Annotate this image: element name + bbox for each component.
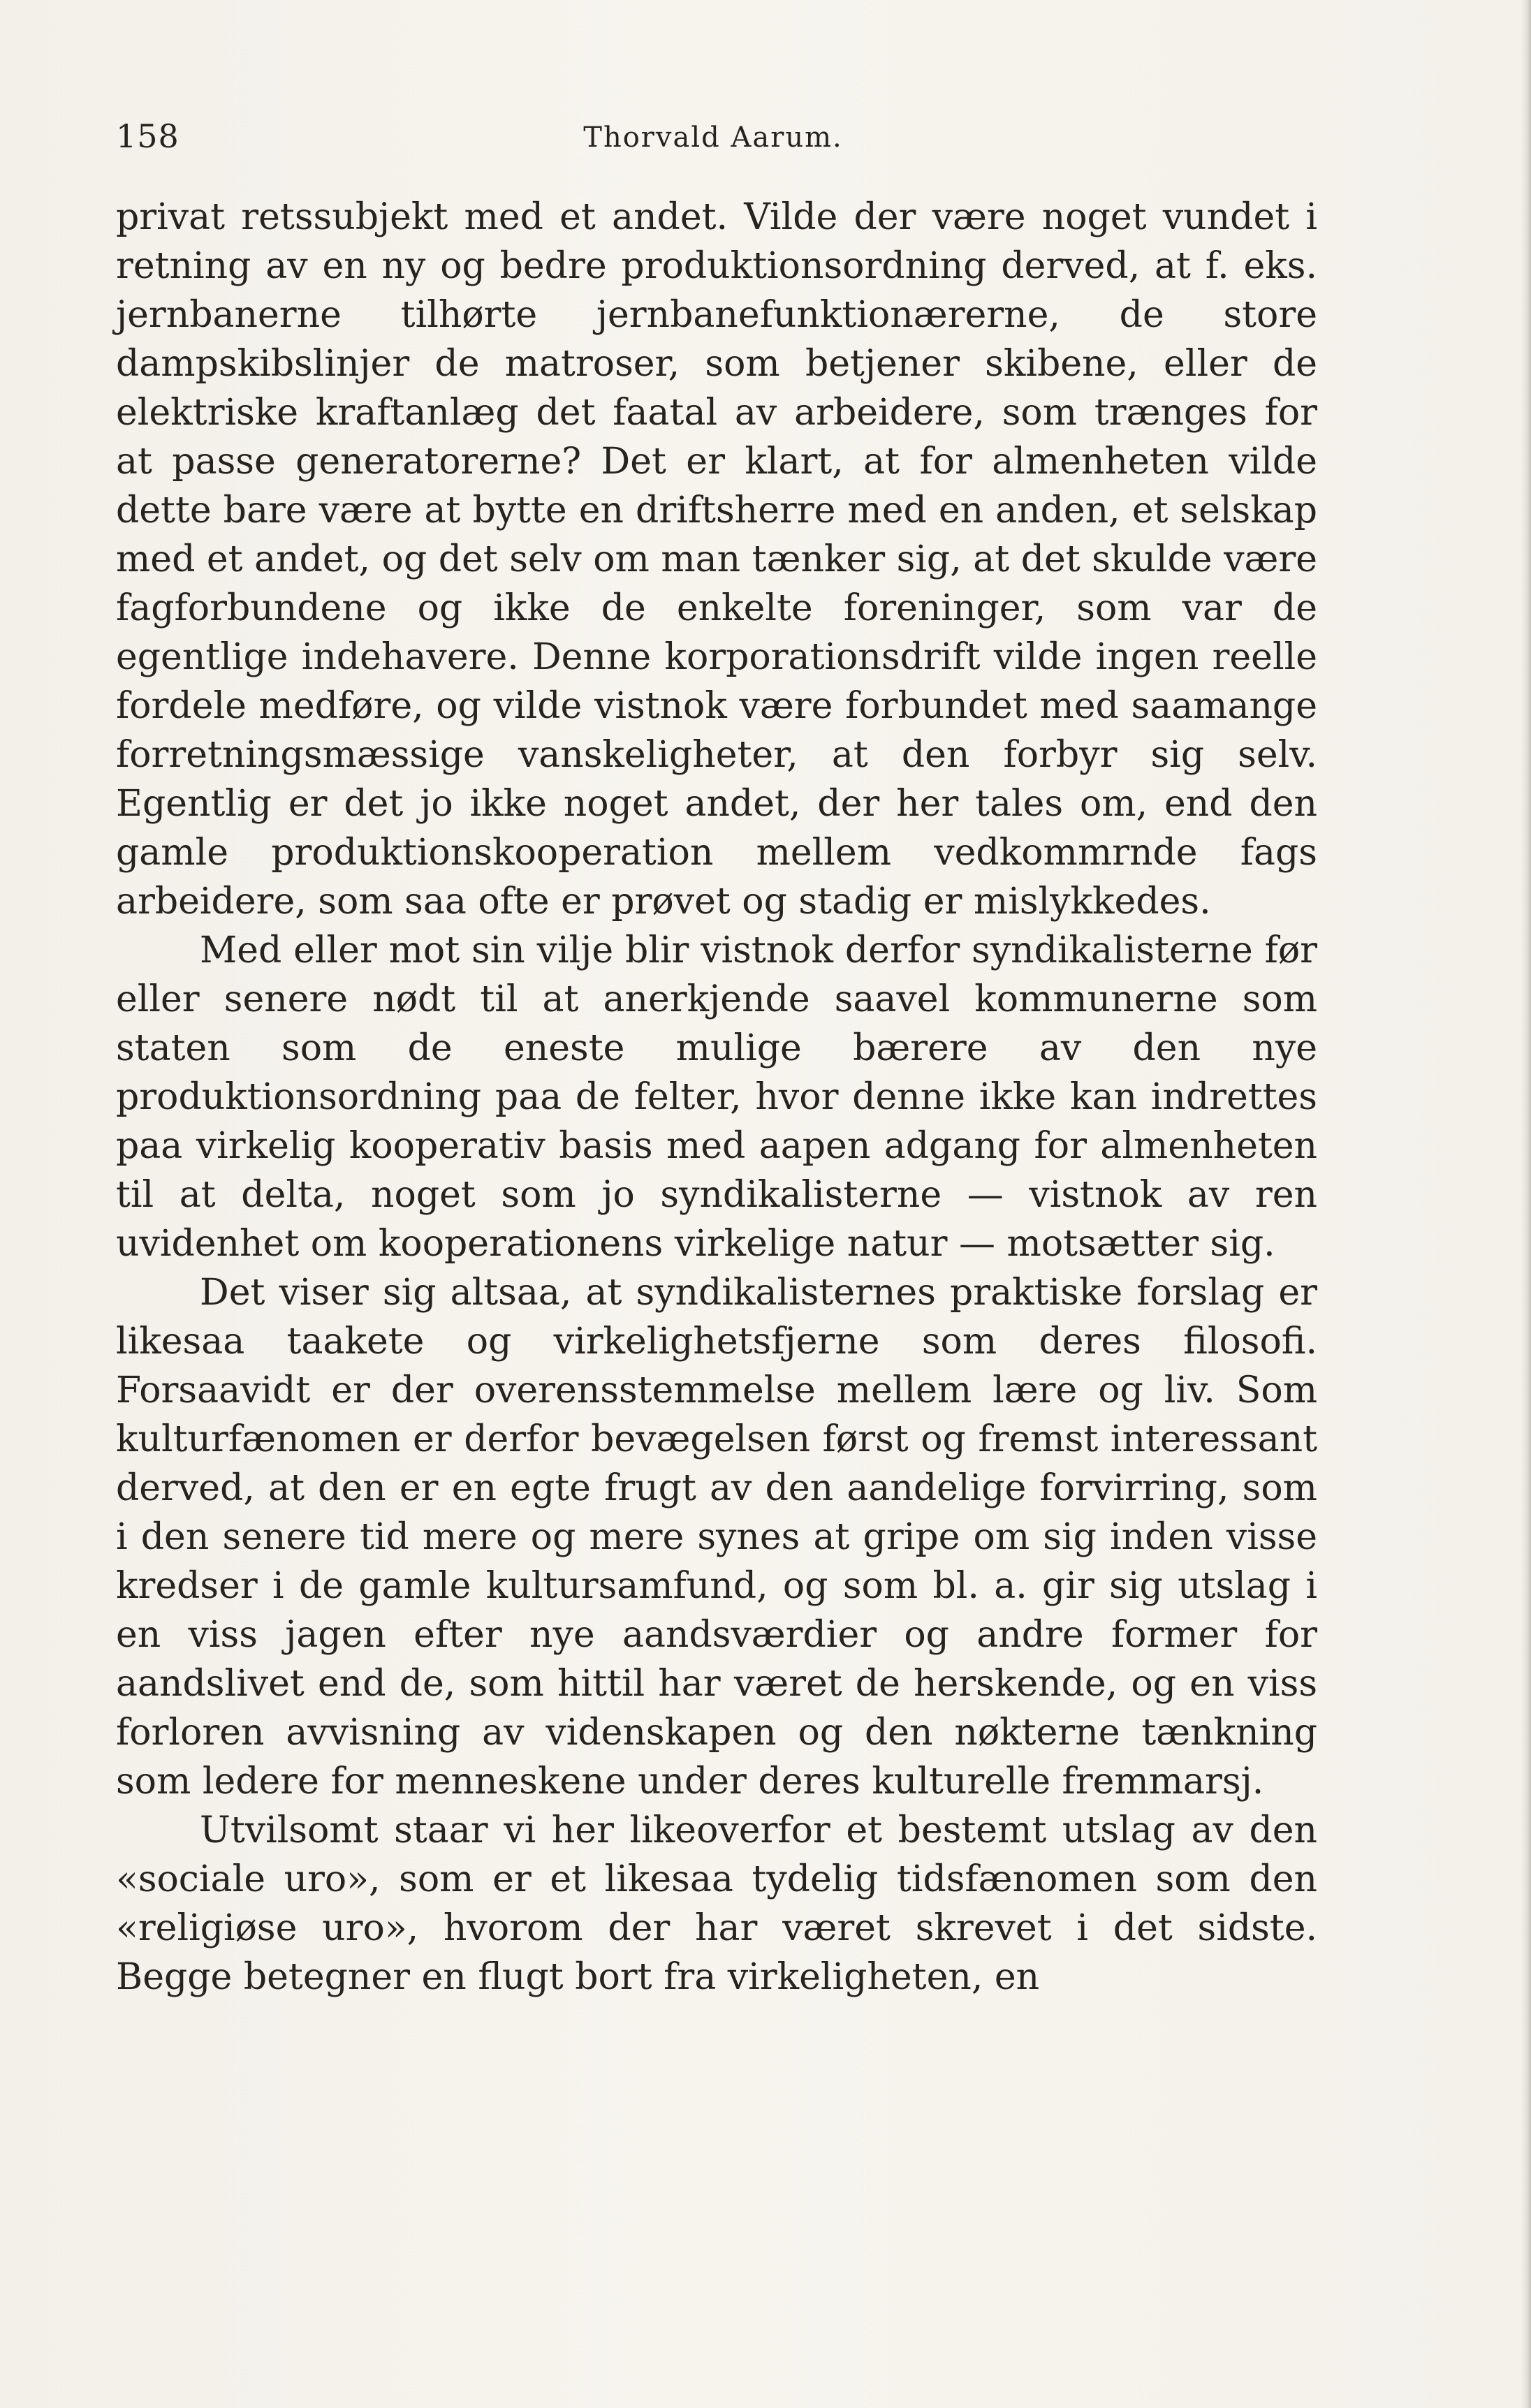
body-text (116, 193, 1317, 2002)
paragraph-continued: privat retssubjekt med et andet. Vilde der være noget vundet i retning av en ny og bedre produktionsordning derved, at f. eks. jernbanerne tilhørte jernbanefunktionærerne, de store dampskibslinjer de matroser, som betjener skibene, eller de elektriske kraftanlæg det faatal av arbeidere, som trænges for at passe generatorerne? Det er klart, at for almenheten vilde dette bare være at bytte en driftsherre med en anden, et selskap med et andet, og det selv om man tænker sig, at det skulde være fagforbundene og ikke de enkelte foreninger, som var de egentlige indehavere. Denne korporationsdrift vilde ingen reelle fordele medføre, og vilde vistnok være forbundet med saamange forretningsmæssige vanskeligheter, at den forbyr sig selv. Egentlig er det jo ikke noget andet, der her tales om, end den gamle produktionskooperation mellem vedkommrnde fags arbeidere, som saa ofte er prøvet og stadig er mislykkedes. (116, 196, 1317, 923)
running-head: Thorvald Aarum. (583, 122, 843, 154)
page-edge-shadow (1521, 0, 1531, 2408)
paragraph: Det viser sig altsaa, at syndikalisternes praktiske forslag er likesaa taakete og virkelighetsfjerne som deres filosofi. Forsaavidt er der overensstemmelse mellem lære og liv. Som kulturfænomen er derfor bevægelsen først og fremst interessant derved, at den er en egte frugt av den aandelige forvirring, som i den senere tid mere og mere synes at gripe om sig inden visse kredser i de gamle kultursamfund, og som bl. a. gir sig utslag i en viss jagen efter nye aandsværdier og andre former for aandslivet end de, som hittil har været de herskende, og en viss forloren avvisning av videnskapen og den nøkterne tænkning som ledere for menneskene under deres kulturelle fremmarsj. (116, 1272, 1317, 1803)
page-number: 158 (116, 117, 180, 155)
paragraph: Med eller mot sin vilje blir vistnok derfor syndikalisterne før eller senere nødt til at anerkjende saavel kommunerne som staten som de eneste mulige bærere av den nye produktionsordning paa de felter, hvor denne ikke kan indrettes paa virkelig kooperativ basis med aapen adgang for almenheten til at delta, noget som jo syndikalisterne — vistnok av ren uvidenhet om kooperationens virkelige natur — motsætter sig. (116, 930, 1317, 1265)
paragraph: Utvilsomt staar vi her likeoverfor et bestemt utslag av den «sociale uro», som er et likesaa tydelig tidsfænomen som den «religiøse uro», hvorom der har været skrevet i det sidste. Begge betegner en flugt bort fra virkeligheten, en (116, 1809, 1317, 1998)
page-header (116, 117, 1310, 166)
